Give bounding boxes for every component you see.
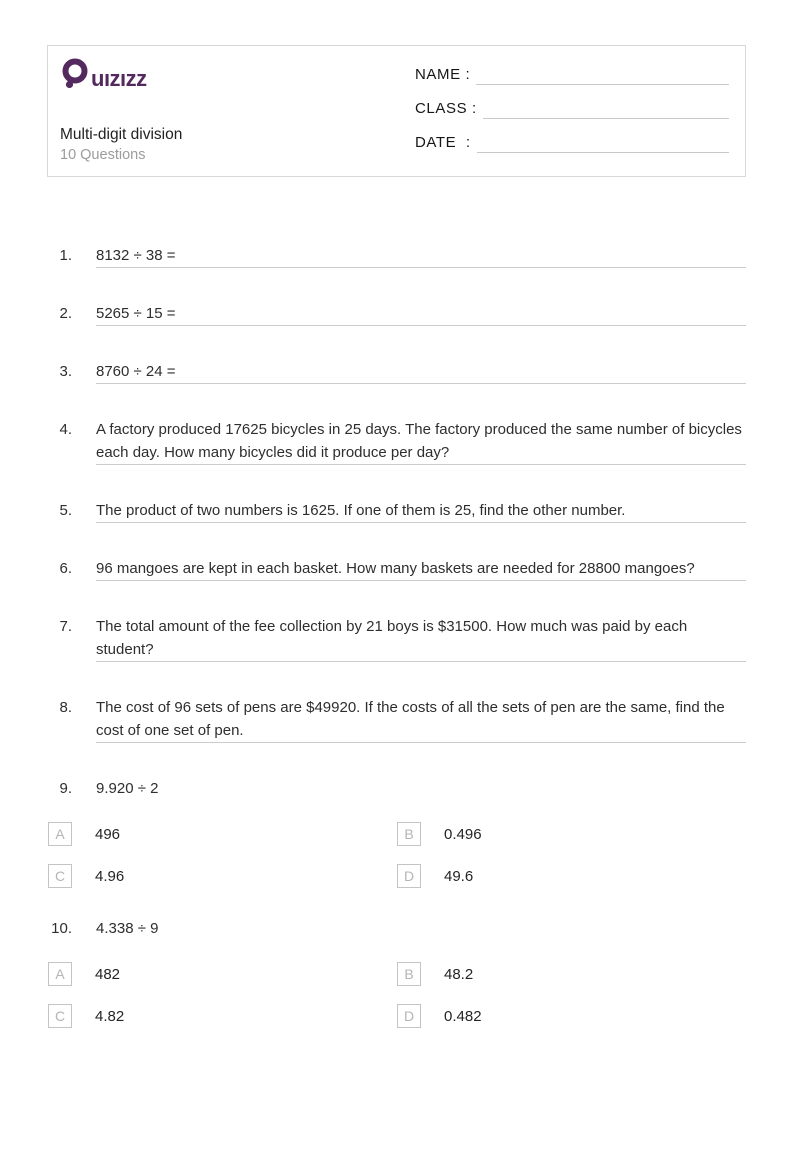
options-row [48,822,746,846]
option-letter-box[interactable]: D [397,864,421,888]
name-label: NAME : [415,66,471,83]
question-number: 8. [59,699,72,716]
answer-blank-line[interactable] [96,360,746,384]
name-field-row [415,63,729,85]
option-d [397,1004,746,1028]
option-c [48,1004,397,1028]
quizizz-q-icon [60,58,89,89]
class-blank-line[interactable] [483,101,729,119]
question-text: The cost of 96 sets of pens are $49920. If the costs of all the sets of pen are the same, find the cost of one set of pen. [96,699,725,739]
question-count: 10 Questions [60,147,146,163]
question-2 [48,302,746,326]
worksheet-title-block [60,124,415,165]
question-10-options [48,962,746,1028]
option-a [48,962,397,986]
option-text: 4.82 [95,1007,125,1025]
answer-blank-line[interactable] [96,557,746,581]
class-field-row [415,97,729,119]
question-number: 9. [59,780,72,797]
header-left [48,46,415,176]
option-letter-box[interactable]: A [48,822,72,846]
option-c [48,864,397,888]
worksheet-header [47,45,746,177]
option-text: 48.2 [444,965,474,983]
answer-blank-line[interactable] [96,418,746,465]
student-info-fields [415,46,745,176]
option-letter-box[interactable]: B [397,962,421,986]
option-d [397,864,746,888]
question-number: 3. [59,363,72,380]
question-3 [48,360,746,384]
question-text: 4.338 ÷ 9 [96,920,159,937]
class-label: CLASS : [415,100,477,117]
option-a [48,822,397,846]
question-text: 5265 ÷ 15 = [96,305,176,322]
answer-blank-line[interactable] [96,244,746,268]
question-5 [48,499,746,523]
name-blank-line[interactable] [476,67,729,85]
question-1 [48,244,746,268]
option-letter-box[interactable]: A [48,962,72,986]
question-text: The total amount of the fee collection by 21 boys is $31500. How much was paid by each student? [96,618,688,658]
question-9-options [48,822,746,888]
worksheet-title: Multi-digit division [60,126,183,143]
question-6 [48,557,746,581]
answer-blank-line[interactable] [96,499,746,523]
date-label: DATE : [415,134,471,151]
question-4 [48,418,746,465]
question-text: 8760 ÷ 24 = [96,363,176,380]
option-text: 496 [95,825,121,843]
date-blank-line[interactable] [477,135,729,153]
option-letter-box[interactable]: D [397,1004,421,1028]
options-row [48,962,746,986]
option-b [397,822,746,846]
date-field-row [415,131,729,153]
question-number: 7. [59,618,72,635]
option-text: 0.482 [444,1007,482,1025]
options-row [48,1004,746,1028]
question-number: 2. [59,305,72,322]
question-8 [48,696,746,743]
question-10 [48,917,746,940]
option-text: 49.6 [444,867,474,885]
question-text: A factory produced 17625 bicycles in 25 days. The factory produced the same number of bicycles each day. How many bicycles did it produce per day? [96,421,742,461]
question-number: 1. [59,247,72,264]
option-letter-box[interactable]: C [48,1004,72,1028]
option-text: 482 [95,965,121,983]
answer-blank-line[interactable] [96,302,746,326]
question-text: 96 mangoes are kept in each basket. How many baskets are needed for 28800 mangoes? [96,560,695,577]
option-text: 0.496 [444,825,482,843]
answer-blank-line[interactable] [96,615,746,662]
question-number: 4. [59,421,72,438]
option-text: 4.96 [95,867,125,885]
options-row [48,864,746,888]
question-number: 6. [59,560,72,577]
question-number: 5. [59,502,72,519]
quizizz-wordmark: uızızz [91,66,147,91]
question-number: 10. [51,920,72,937]
answer-blank-line[interactable] [96,696,746,743]
question-text: The product of two numbers is 1625. If one of them is 25, find the other number. [96,502,626,519]
option-b [397,962,746,986]
option-letter-box[interactable]: B [397,822,421,846]
option-letter-box[interactable]: C [48,864,72,888]
question-7 [48,615,746,662]
question-9 [48,777,746,800]
question-text: 9.920 ÷ 2 [96,780,159,797]
question-text: 8132 ÷ 38 = [96,247,176,264]
question-list [48,244,746,1028]
quizizz-logo [60,58,415,89]
